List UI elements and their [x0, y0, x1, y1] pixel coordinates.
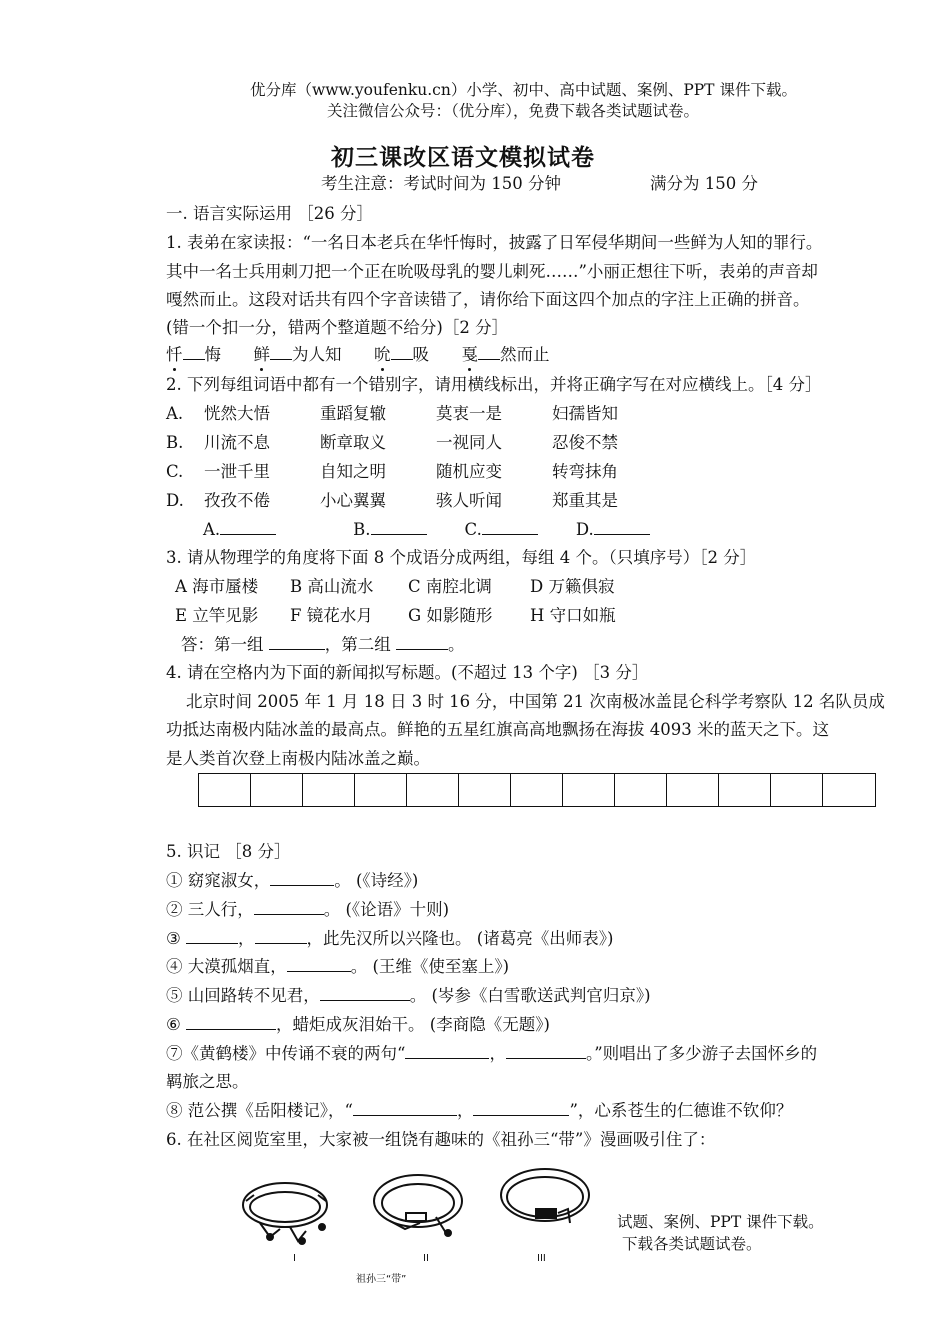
q3-answer-blank[interactable]	[396, 635, 448, 650]
answer-box[interactable]	[615, 774, 667, 806]
q4-stem: 4. 请在空格内为下面的新闻拟写标题。(不超过 13 个字) ［3 分］	[166, 663, 649, 682]
watermark-line-1: 试题、案例、PPT 课件下载。	[617, 1213, 824, 1231]
q5-line-3: ③ ， ，此先汉所以兴隆也。 (诸葛亮《出师表》)	[166, 929, 614, 948]
q4-news-1: 北京时间 2005 年 1 月 18 日 3 时 16 分，中国第 21 次南极冰盖昆仑科学考察队 12 名队员成	[186, 692, 885, 711]
q1-blank[interactable]	[183, 345, 205, 360]
q1-dotted-char: 戛	[461, 345, 478, 364]
belt-icon-new	[501, 1169, 589, 1223]
answer-box[interactable]	[251, 774, 303, 806]
q2-stem: 2. 下列每组词语中都有一个错别字，请用横线标出，并将正确字写在对应横线上。［4 分］	[166, 375, 822, 394]
belt-icon-mended	[374, 1175, 462, 1236]
q5-blank[interactable]	[255, 929, 307, 944]
answer-box[interactable]	[823, 774, 875, 806]
q3-row-2: E 立竿见影 F 镜花水月 G 如影随形 H 守口如瓶	[175, 606, 616, 625]
answer-box[interactable]	[303, 774, 355, 806]
belt-icon-old	[243, 1183, 327, 1244]
watermark-line-2: 下载各类试题试卷。	[622, 1235, 762, 1253]
q5-stem: 5. 识记 ［8 分］	[166, 842, 291, 861]
q1-dotted-char: 吮	[374, 345, 391, 364]
answer-box[interactable]	[719, 774, 771, 806]
answer-box[interactable]	[563, 774, 615, 806]
q1-blank[interactable]	[478, 345, 500, 360]
answer-box[interactable]	[459, 774, 511, 806]
q5-line-6: ⑥ ，蜡炬成灰泪始干。 (李商隐《无题》)	[166, 1015, 550, 1034]
answer-box[interactable]	[667, 774, 719, 806]
q6-stem: 6. 在社区阅览室里，大家被一组饶有趣味的《祖孙三“带”》漫画吸引住了：	[166, 1130, 716, 1149]
cartoon-label-2: II	[423, 1253, 429, 1264]
q5-blank[interactable]	[506, 1044, 586, 1059]
q1-dotted-char: 鲜	[253, 345, 270, 364]
q5-line-5: ⑤ 山回路转不见君， 。 (岑参《白雪歌送武判官归京》)	[166, 986, 651, 1005]
q5-blank[interactable]	[287, 957, 351, 972]
q1-blank[interactable]	[270, 345, 292, 360]
q3-answer-blank[interactable]	[269, 635, 325, 650]
section-heading: 一. 语言实际运用 ［26 分］	[166, 204, 373, 223]
q3-answer: 答：第一组 ，第二组 。	[181, 635, 465, 654]
q2-answer-blank[interactable]	[482, 520, 538, 535]
q2-answer-blank[interactable]	[594, 520, 650, 535]
q5-line-4: ④ 大漠孤烟直， 。 (王维《使至塞上》)	[166, 957, 510, 976]
notice-time: 考生注意：考试时间为 150 分钟	[321, 174, 561, 193]
q1-items: 忏 悔 鲜 为人知 吮 吸 戛 然而止	[166, 345, 550, 364]
belt-cartoon	[240, 1165, 600, 1285]
q5-blank[interactable]	[405, 1044, 489, 1059]
cartoon-caption: 祖孙三“带”	[356, 1274, 407, 1285]
answer-box[interactable]	[199, 774, 251, 806]
q2-answer-blank[interactable]	[371, 520, 427, 535]
q5-line-7b: 羁旅之思。	[166, 1072, 249, 1091]
q1-dotted-char: 忏	[166, 345, 183, 364]
cartoon-label-3: III	[537, 1253, 546, 1264]
q2-row-d: D. 孜孜不倦 小心翼翼 骇人听闻 郑重其是	[166, 491, 618, 510]
q5-blank[interactable]	[254, 900, 324, 915]
q1-line-3: 嘎然而止。这段对话共有四个字音读错了，请你给下面这四个加点的字注上正确的拼音。	[166, 290, 810, 309]
q5-line-8: ⑧ 范公撰《岳阳楼记》，“ ， ”，心系苍生的仁德谁不钦仰？	[166, 1101, 793, 1120]
header-line-1: 优分库（www.youfenku.cn）小学、初中、高中试题、案例、PPT 课件下载。	[250, 81, 797, 99]
q2-answers: A. B. C. D.	[203, 520, 650, 540]
q1-line-4: (错一个扣一分，错两个整道题不给分)［2 分］	[166, 318, 509, 337]
page-title: 初三课改区语文模拟试卷	[331, 144, 595, 171]
q3-row-1: A 海市蜃楼 B 高山流水 C 南腔北调 D 万籁俱寂	[175, 577, 615, 596]
q2-row-a: A. 恍然大悟 重蹈复辙 莫衷一是 妇孺皆知	[166, 404, 618, 423]
q5-blank[interactable]	[270, 871, 334, 886]
q3-stem: 3. 请从物理学的角度将下面 8 个成语分成两组，每组 4 个。（只填序号）［2 分］	[166, 548, 757, 567]
q5-blank[interactable]	[473, 1101, 569, 1116]
q1-line-2: 其中一名士兵用刺刀把一个正在吮吸母乳的婴儿刺死……”小丽正想往下听，表弟的声音却	[166, 262, 818, 281]
q5-line-2: ② 三人行， 。 (《论语》十则)	[166, 900, 450, 919]
q1-line-1: 1. 表弟在家读报：“一名日本老兵在华忏悔时，披露了日军侵华期间一些鲜为人知的罪行。	[166, 233, 823, 252]
q5-blank[interactable]	[186, 929, 238, 944]
q5-line-1: ① 窈窕淑女， 。 (《诗经》)	[166, 871, 419, 890]
q2-row-b: B. 川流不息 断章取义 一视同人 忍俊不禁	[166, 433, 618, 452]
answer-box[interactable]	[355, 774, 407, 806]
header-line-2: 关注微信公众号：（优分库），免费下载各类试题试卷。	[327, 102, 700, 120]
q1-blank[interactable]	[391, 345, 413, 360]
answer-box[interactable]	[407, 774, 459, 806]
title-answer-grid	[198, 773, 876, 807]
q2-row-c: C. 一泄千里 自知之明 随机应变 转弯抹角	[166, 462, 618, 481]
answer-box[interactable]	[771, 774, 823, 806]
answer-box[interactable]	[511, 774, 563, 806]
q5-blank[interactable]	[320, 986, 410, 1001]
q4-news-3: 是人类首次登上南极内陆冰盖之巅。	[166, 749, 430, 768]
notice-score: 满分为 150 分	[650, 174, 758, 193]
cartoon-label-1: I	[293, 1253, 296, 1264]
q5-blank[interactable]	[186, 1015, 276, 1030]
q5-blank[interactable]	[353, 1101, 457, 1116]
q4-news-2: 功抵达南极内陆冰盖的最高点。鲜艳的五星红旗高高地飘扬在海拔 4093 米的蓝天之下。这	[166, 720, 829, 739]
q2-answer-blank[interactable]	[220, 520, 276, 535]
q5-line-7: ⑦《黄鹤楼》中传诵不衰的两句“ ， 。”则唱出了多少游子去国怀乡的	[166, 1044, 818, 1063]
